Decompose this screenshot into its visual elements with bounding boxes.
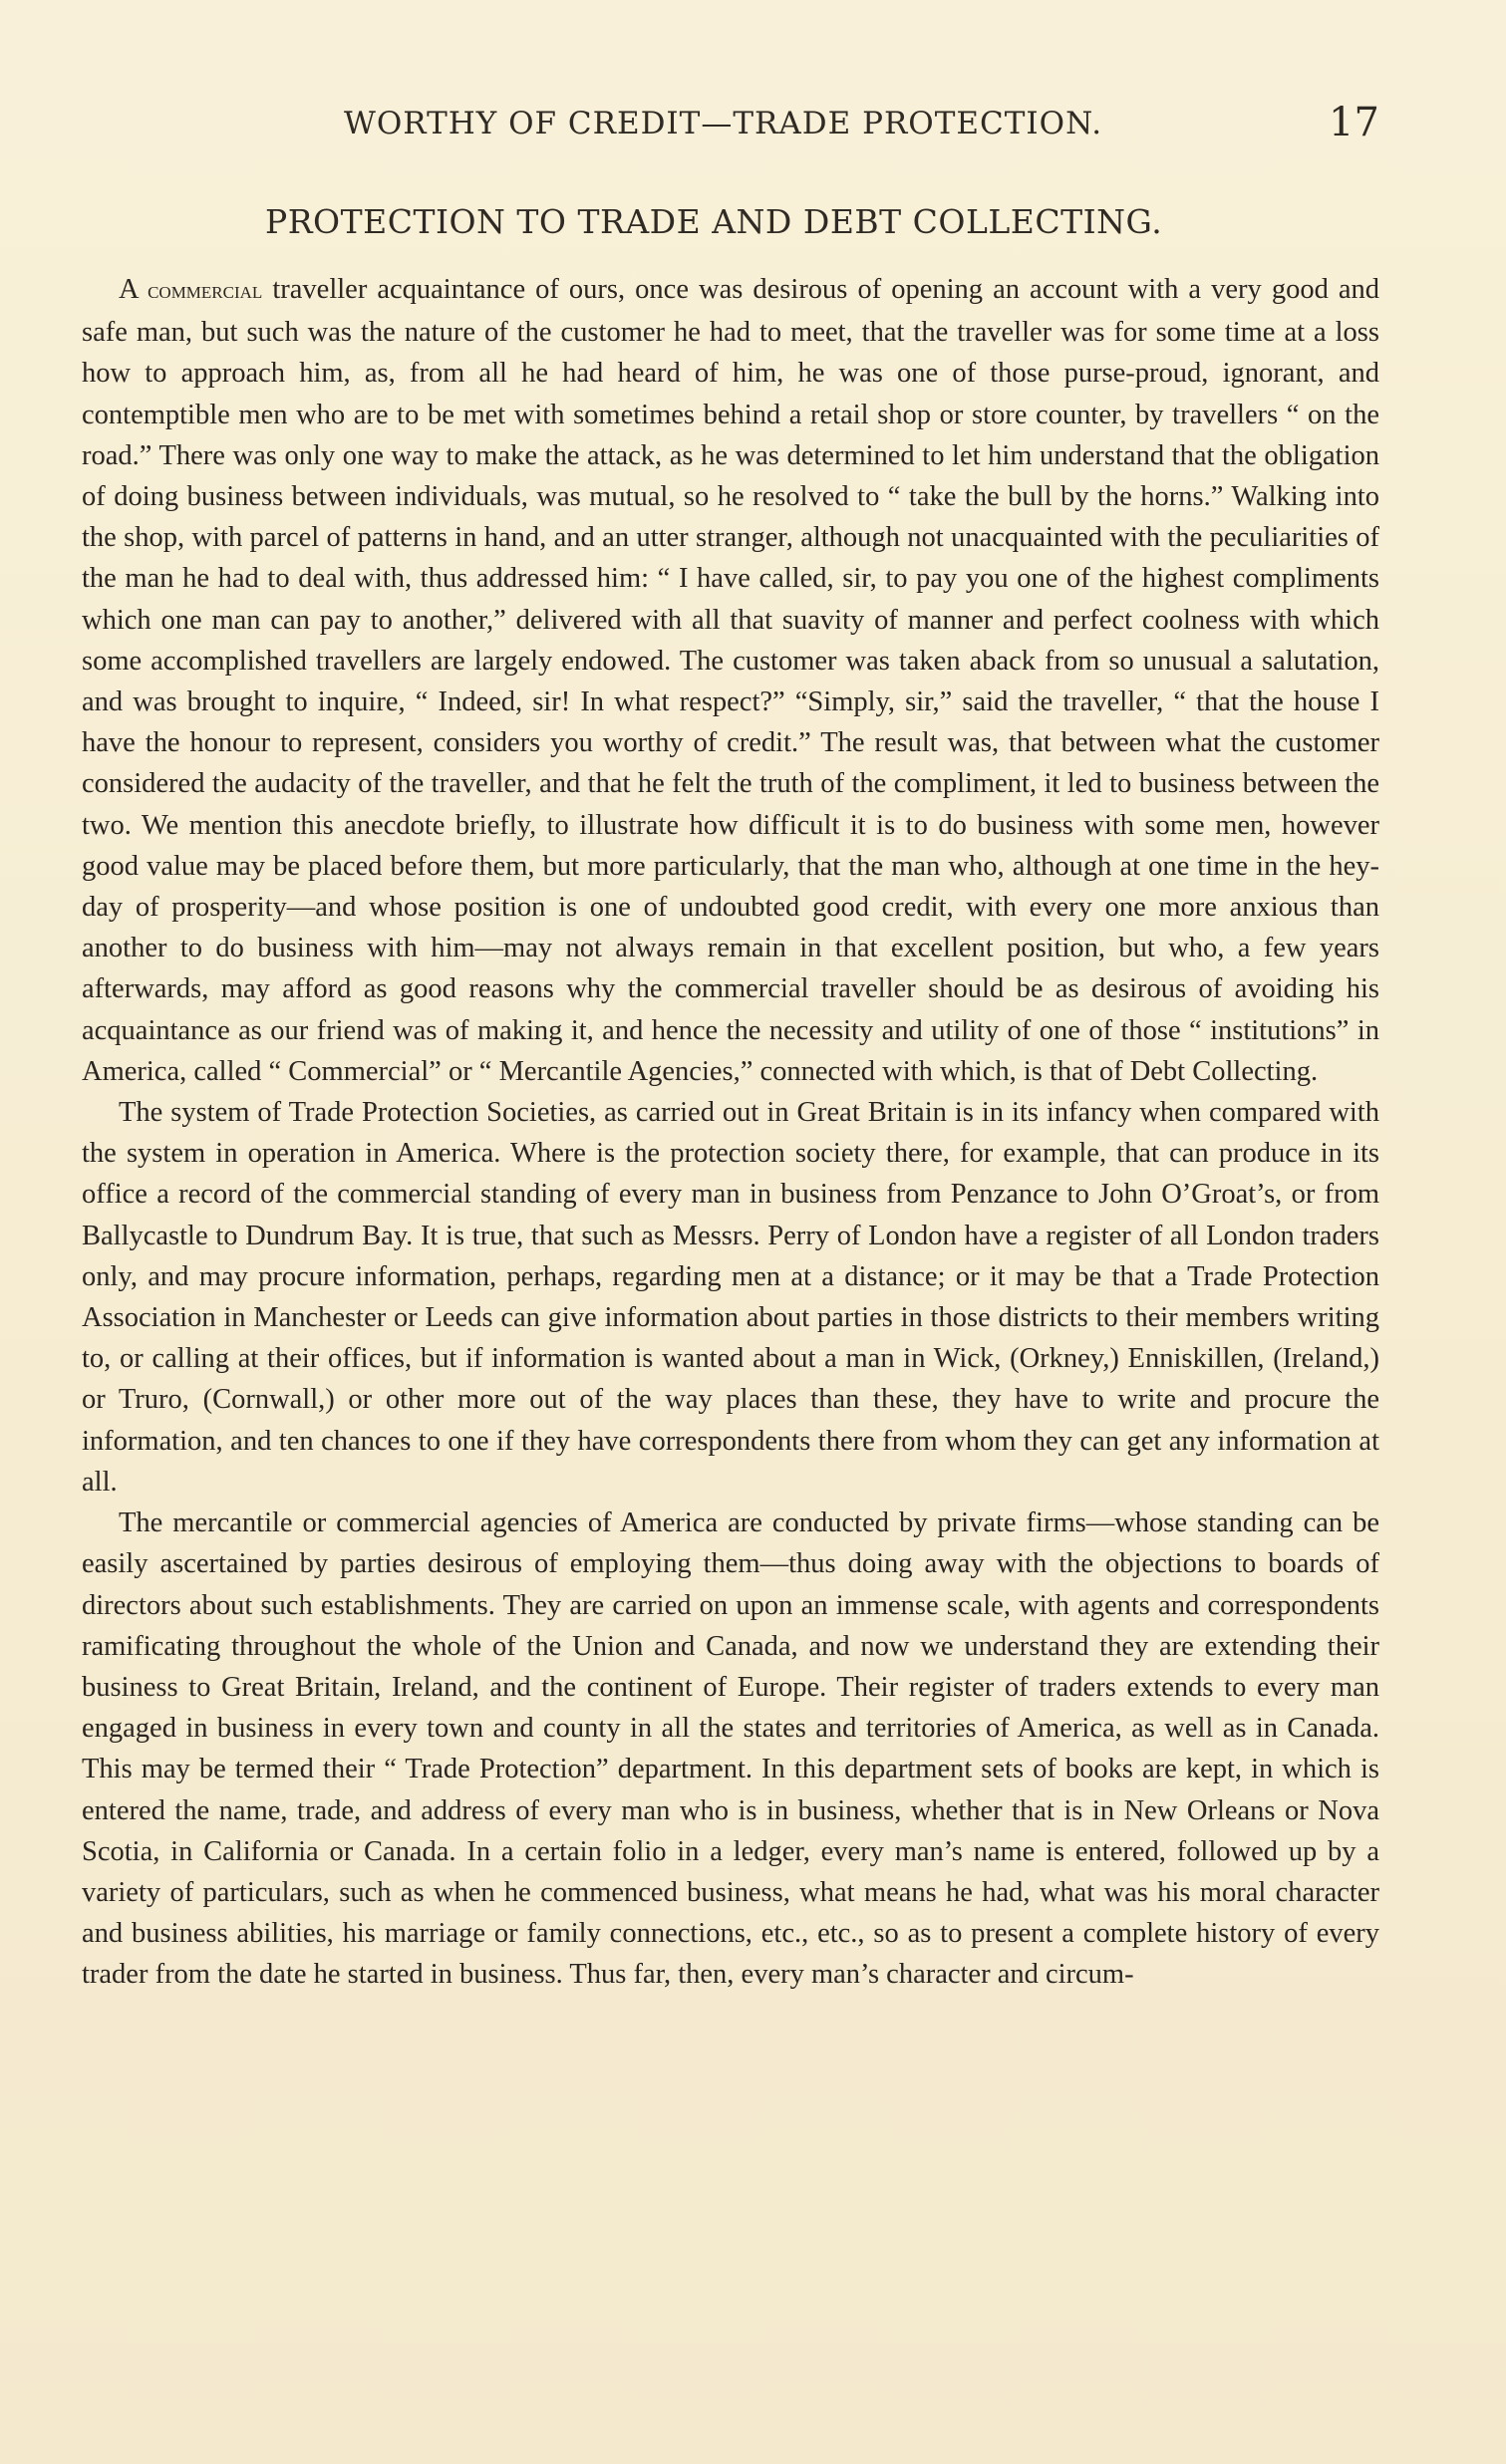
paragraph-3: The mercantile or commercial agencies of America are conducted by private firms—whose standing can be easily ascertained by parties desirous of employing them—thus doing away with the objections to boards of directors about such establishments. They are carried on upon an immense scale, with agents and correspondents ramificating throughout the whole of the Union and Canada, and now we understand they are extending their business to Great Britain, Ireland, and the continent of Europe. Their register of traders extends to every man engaged in business in every town and county in all the states and territories of America, as well as in Canada. This may be termed their “ Trade Protection” department. In this department sets of books are kept, in which is entered the name, trade, and address of every man who is in business, whether that is in New Orleans or Nova Scotia, in California or Canada. In a certain folio in a ledger, every man’s name is entered, followed up by a variety of particulars, such as when he commenced business, what means he had, what was his moral character and business abilities, his marriage or family connections, etc., etc., so as to present a complete history of every trader from the date he started in business. Thus far, then, every man’s character and circum- [82, 1507, 1379, 1991]
paragraph-1-small-caps: commercial [148, 278, 263, 304]
body-text [82, 269, 1379, 1996]
paragraph-1 [82, 269, 1379, 1092]
paragraph-2: The system of Trade Protection Societies, as carried out in Great Britain is in its infancy when compared with the system in operation in America. Where is the protection society there, for example, that can produce in its office a record of the commercial standing of every man in business from Penzance to John O’Groat’s, or from Ballycastle to Dundrum Bay. It is true, that such as Messrs. Perry of London have a register of all London traders only, and may procure information, perhaps, regarding men at a distance; or it may be that a Trade Protection Association in Manchester or Leeds can give information about parties in those districts to their members writing to, or calling at their offices, but if information is wanted about a man in Wick, (Orkney,) Enniskillen, (Ireland,) or Truro, (Cornwall,) or other more out of the way places than these, they have to write and procure the information, and ten chances to one if they have correspondents there from whom they can get any information at all. [82, 1097, 1379, 1498]
page-number: 17 [1329, 100, 1379, 145]
section-title: PROTECTION TO TRADE AND DEBT COLLECTING. [265, 202, 1163, 241]
running-head: WORTHY OF CREDIT—TRADE PROTECTION. [344, 106, 1103, 141]
paragraph-1-text: traveller acquaintance of ours, once was desirous of opening an account with a very good and safe man, but such was the nature of the customer he had to meet, that the traveller was for some time at a loss how to approach him, as, from all he had heard of him, he was one of those purse-proud, ignorant, and contemptible men who are to be met with sometimes behind a retail shop or store counter, by travellers “ on the road.” There was only one way to make the attack, as he was determined to let him understand that the obligation of doing business between individuals, was mutual, so he resolved to “ take the bull by the horns.” Walking into the shop, with parcel of patterns in hand, and an utter stranger, although not unacquainted with the peculiarities of the man he had to deal with, thus addressed him: “ I have called, sir, to pay you one of the highest compliments which one man can pay to another,” delivered with all that suavity of manner and perfect coolness with which some accomplished travellers are largely endowed. The customer was taken aback from so unusual a salutation, and was brought to inquire, “ Indeed, sir! In what respect?” “Simply, sir,” said the traveller, “ that the house I have the honour to represent, considers you worthy of credit.” The result was, that between what the customer considered the audacity of the traveller, and that he felt the truth of the compliment, it led to business between the two. We mention this anecdote briefly, to illustrate how difficult it is to do business with some men, however good value may be placed before them, but more particularly, that the man who, although at one time in the hey-day of prosperity—and whose position is one of undoubted good credit, with every one more anxious than another to do business with him—may not always remain in that excellent position, but who, a few years afterwards, may afford as good reasons why the commercial traveller should be as desirous of avoiding his acquaintance as our friend was of making it, and hence the necessity and utility of one of those “ institutions” in America, called “ Commercial” or “ Mercantile Agencies,” connected with which, is that of Debt Collecting. [82, 274, 1380, 1087]
paragraph-1-lead: A [119, 274, 139, 305]
